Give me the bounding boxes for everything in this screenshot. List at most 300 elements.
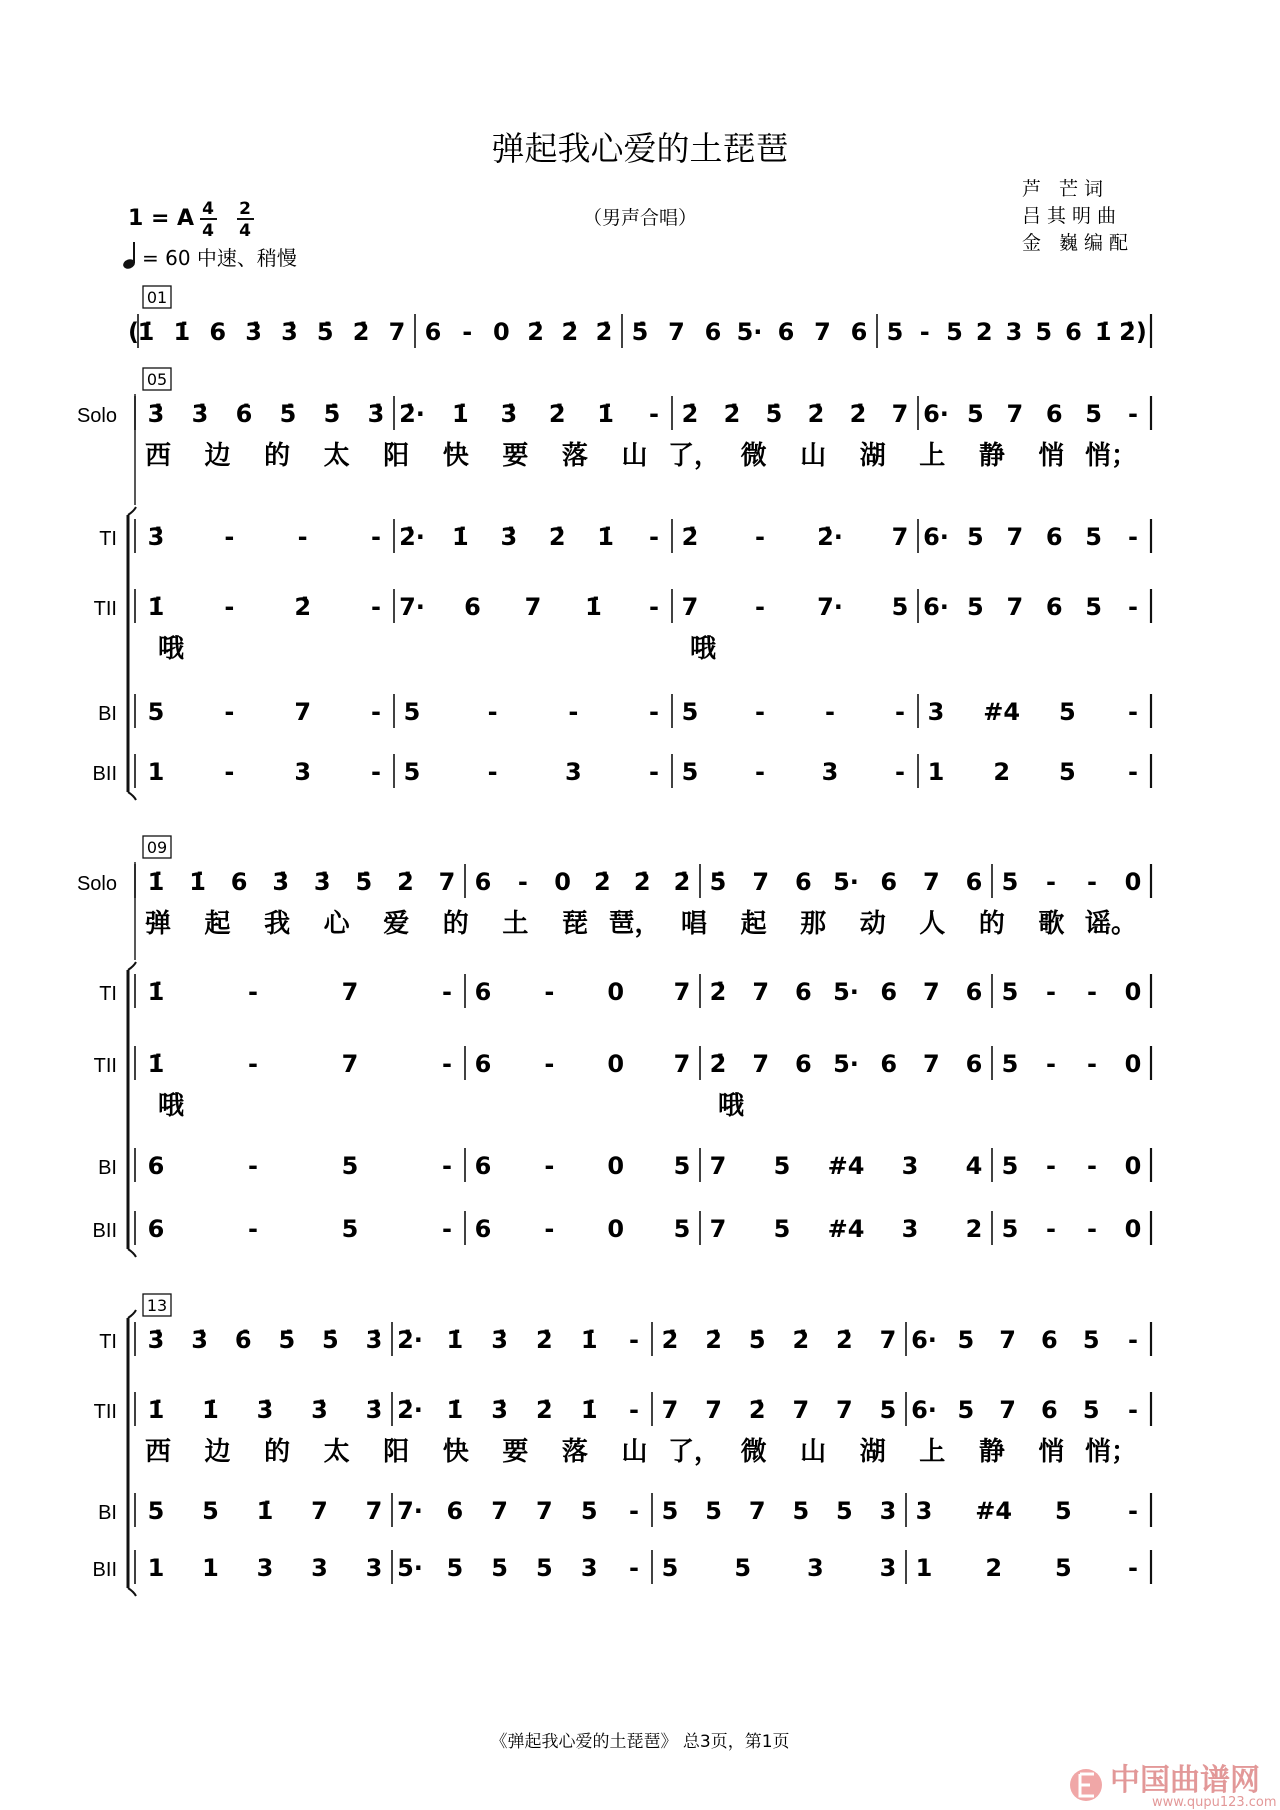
- note: 6: [704, 318, 722, 346]
- hold-dash: -: [248, 1050, 258, 1078]
- hold-dash: -: [442, 978, 452, 1006]
- hold-dash: -: [462, 318, 473, 346]
- rehearsal-number: 05: [146, 370, 168, 389]
- note: 0: [1124, 1215, 1142, 1243]
- lyric-syllable: 阳: [383, 1437, 410, 1467]
- hold-dash: -: [371, 698, 381, 726]
- note: 6: [474, 978, 492, 1006]
- note: 3̇: [491, 1396, 508, 1424]
- part-label: TI: [99, 983, 117, 1005]
- part-label: TII: [93, 1055, 117, 1077]
- note: 5: [705, 1497, 722, 1525]
- note: 1̇: [597, 400, 614, 428]
- note: 6·: [911, 1326, 937, 1354]
- rehearsal-mark: [143, 1294, 171, 1316]
- note: 5·: [397, 1554, 423, 1582]
- note: 2̇: [723, 400, 741, 428]
- note: 3: [256, 1554, 274, 1582]
- hold-dash: -: [1087, 978, 1097, 1006]
- note: 5: [1058, 758, 1076, 786]
- lyric-syllable: 边: [204, 1437, 231, 1467]
- note: 7: [705, 1396, 722, 1424]
- note: 6·: [923, 593, 949, 621]
- rehearsal-mark: [143, 368, 171, 390]
- note: 3: [806, 1554, 824, 1582]
- watermark-url: www.qupu123.com: [1152, 1795, 1277, 1810]
- note: 0: [1124, 1050, 1142, 1078]
- note: 7: [752, 978, 770, 1006]
- note: 3̇: [191, 400, 209, 428]
- notation-area: [77, 286, 1151, 1596]
- note: 2̇: [661, 1326, 679, 1354]
- staff-solo: [77, 864, 1151, 939]
- part-label: BI: [98, 1157, 117, 1179]
- note: 1̇: [256, 1497, 274, 1525]
- note: 5: [580, 1497, 598, 1525]
- note: 1̇: [147, 868, 165, 896]
- note: 6: [147, 1152, 165, 1180]
- lyric-syllable: 落: [561, 1437, 588, 1467]
- note: 5: [946, 318, 963, 346]
- hold-dash: -: [1087, 1152, 1097, 1180]
- note: 7: [536, 1497, 553, 1525]
- note: 5: [957, 1396, 975, 1424]
- note: 1: [147, 758, 165, 786]
- note: 0: [554, 868, 571, 896]
- note: 2: [965, 1215, 983, 1243]
- note: 6: [474, 1215, 492, 1243]
- note: 7: [814, 318, 831, 346]
- note: 5̇: [323, 400, 341, 428]
- note: 0: [607, 1050, 625, 1078]
- part-label: Solo: [76, 873, 117, 895]
- part-label: BII: [92, 1559, 117, 1581]
- lyric-syllable: 上: [919, 1437, 946, 1467]
- lyric-syllable: 悄: [1038, 441, 1065, 471]
- lyric-syllable: 落: [561, 441, 588, 471]
- hold-dash: -: [1046, 1152, 1056, 1180]
- note: 5: [957, 1326, 975, 1354]
- note: 5: [879, 1396, 897, 1424]
- note: 5̇: [748, 1326, 766, 1354]
- credit-composer: 吕其明曲: [1022, 205, 1123, 227]
- staff-bi: [98, 694, 1151, 728]
- hold-dash: -: [649, 593, 659, 621]
- note: 2̇: [527, 318, 544, 346]
- note: 1̇: [147, 1050, 165, 1078]
- note: 1̇: [580, 1396, 598, 1424]
- note: 3̇: [313, 868, 331, 896]
- hold-dash: -: [755, 593, 765, 621]
- note: 5: [792, 1497, 810, 1525]
- note: 7: [922, 978, 940, 1006]
- staff-bi: [98, 1148, 1151, 1182]
- note: 6̇: [235, 400, 253, 428]
- hold-dash: -: [1046, 978, 1056, 1006]
- note: 5: [773, 1152, 791, 1180]
- note: 3̇: [311, 1396, 328, 1424]
- note: #4: [975, 1497, 1013, 1525]
- lyric-syllable: 动: [859, 909, 886, 939]
- part-label: Solo: [76, 405, 117, 427]
- note: 6: [464, 593, 481, 621]
- page-footer: 《弹起我心爱的土琵琶》 总3页，第1页: [490, 1732, 790, 1752]
- watermark-logo-icon: [1070, 1769, 1102, 1801]
- note: 5: [734, 1554, 752, 1582]
- note: 2̇: [681, 400, 699, 428]
- hold-dash: -: [1046, 868, 1056, 896]
- hold-dash: -: [487, 758, 498, 786]
- note: 1̇: [189, 868, 206, 896]
- note: 5: [673, 1152, 691, 1180]
- note: 3: [1005, 318, 1023, 346]
- staff-bi: [98, 1493, 1151, 1527]
- note: 5: [1085, 523, 1102, 551]
- hold-dash: -: [649, 400, 659, 428]
- rehearsal-mark: [143, 836, 171, 858]
- hold-dash: -: [371, 593, 381, 621]
- note: 3̇: [500, 400, 518, 428]
- lyric-syllable: 的: [264, 441, 291, 471]
- note: 1̇: [173, 318, 191, 346]
- note: 0: [1124, 868, 1142, 896]
- lyric-syllable: 哦: [158, 634, 185, 664]
- note: 6: [1045, 523, 1063, 551]
- hold-dash: -: [442, 1152, 452, 1180]
- note: 5: [1035, 318, 1053, 346]
- note: 1̇: [147, 593, 165, 621]
- note: 1: [147, 1554, 165, 1582]
- note: 2̇: [709, 1050, 727, 1078]
- note: 7: [709, 1152, 727, 1180]
- staff-bii: [93, 1211, 1151, 1245]
- note: 5: [1001, 868, 1019, 896]
- hold-dash: -: [1046, 1215, 1056, 1243]
- lyric-syllable: 太: [323, 1437, 350, 1467]
- note: 7: [438, 868, 456, 896]
- note: 1̇: [452, 400, 469, 428]
- lyric-syllable: 谣。: [1084, 909, 1138, 939]
- hold-dash: -: [1128, 1396, 1138, 1424]
- staff-ti: [99, 1322, 1151, 1356]
- lyric-syllable: 哦: [690, 634, 717, 664]
- hold-dash: -: [825, 698, 835, 726]
- note: 6: [965, 1050, 983, 1078]
- note: 3̇: [367, 400, 385, 428]
- note: 6: [230, 868, 248, 896]
- lyric-syllable: 悄: [1038, 1437, 1065, 1467]
- note: 1̇: [147, 978, 165, 1006]
- hold-dash: -: [224, 593, 235, 621]
- lyric-syllable: 湖: [859, 1437, 886, 1467]
- note: 2̇·: [399, 400, 425, 428]
- staff-tii: [94, 589, 1151, 664]
- note: 3̇: [147, 1326, 165, 1354]
- hold-dash: -: [649, 523, 659, 551]
- hold-dash: -: [568, 698, 579, 726]
- note: 6·: [911, 1396, 937, 1424]
- time-sig-2-top: 2: [239, 199, 251, 219]
- lyric-syllable: 微: [740, 441, 767, 471]
- hold-dash: -: [442, 1215, 452, 1243]
- staff-ti: [99, 974, 1151, 1008]
- lyric-syllable: 山: [800, 1437, 827, 1467]
- lyric-syllable: 边: [204, 441, 231, 471]
- lyric-syllable: 唱: [681, 909, 708, 939]
- note: 3̇: [272, 868, 290, 896]
- lyric-syllable: 山: [800, 441, 827, 471]
- note: 7·: [397, 1497, 423, 1525]
- staff-tii: [94, 1046, 1151, 1121]
- note: 2̇: [705, 1326, 722, 1354]
- tempo-marking: = 60 中速、稍慢: [142, 246, 297, 270]
- hold-dash: -: [544, 1215, 555, 1243]
- hold-dash: -: [297, 523, 308, 551]
- hold-dash: -: [224, 523, 235, 551]
- note: 6: [424, 318, 442, 346]
- note: 1̇: [202, 1396, 219, 1424]
- time-sig-1-top: 4: [202, 199, 214, 219]
- credit-lyricist: 芦 芒词: [1022, 178, 1110, 200]
- note: 7: [999, 1396, 1016, 1424]
- hold-dash: -: [895, 698, 905, 726]
- note: 2̇·: [399, 523, 425, 551]
- hold-dash: -: [629, 1396, 639, 1424]
- lyric-syllable: 静: [978, 441, 1005, 471]
- note: 1̇: [580, 1326, 598, 1354]
- note: 2̇·: [397, 1396, 423, 1424]
- lyric-syllable: 太: [323, 441, 350, 471]
- note: 7: [836, 1396, 853, 1424]
- note: 2̇: [748, 1396, 766, 1424]
- note: 5: [1085, 593, 1102, 621]
- note: 5: [147, 698, 165, 726]
- part-label: BI: [98, 1502, 117, 1524]
- note: 3̇: [491, 1326, 508, 1354]
- note: 2: [985, 1554, 1003, 1582]
- note: 5: [673, 1215, 691, 1243]
- hold-dash: -: [895, 758, 905, 786]
- quarter-note-icon: [122, 242, 136, 270]
- note: 0: [1124, 978, 1142, 1006]
- hold-dash: -: [1046, 1050, 1056, 1078]
- note: 1: [927, 758, 945, 786]
- hold-dash: -: [649, 698, 659, 726]
- hold-dash: -: [1128, 400, 1138, 428]
- note: 5̇: [765, 400, 783, 428]
- note: 3: [901, 1215, 919, 1243]
- note: 5: [1001, 1215, 1019, 1243]
- note: 5: [967, 523, 984, 551]
- note: 1̇: [1094, 318, 1112, 346]
- note: 7: [681, 593, 699, 621]
- note: 3: [294, 758, 312, 786]
- note: 7: [879, 1326, 897, 1354]
- note: 7: [709, 1215, 727, 1243]
- lyric-syllable: 要: [502, 441, 529, 471]
- note: 5: [446, 1554, 464, 1582]
- note: 7: [341, 978, 359, 1006]
- note: 5̇: [316, 318, 334, 346]
- part-label: TII: [93, 598, 117, 620]
- note: 4: [965, 1152, 983, 1180]
- note: 5: [147, 1497, 165, 1525]
- note: 7: [311, 1497, 328, 1525]
- note: 6: [880, 1050, 898, 1078]
- time-sig-2-bottom: 4: [239, 221, 251, 241]
- part-label: TI: [99, 528, 117, 550]
- note: 3̇: [147, 400, 165, 428]
- note: 5: [403, 758, 421, 786]
- lyric-syllable: 起: [740, 909, 767, 939]
- note: 5: [1001, 1050, 1019, 1078]
- hold-dash: -: [544, 1050, 555, 1078]
- lyric-syllable: 了，: [668, 1437, 721, 1467]
- note: 5·: [833, 978, 859, 1006]
- note: 3: [915, 1497, 933, 1525]
- note: 6·: [923, 400, 949, 428]
- note: 5: [202, 1497, 219, 1525]
- note: 1̇: [137, 318, 155, 346]
- note: 1̇: [585, 593, 602, 621]
- note: 5̇: [631, 318, 649, 346]
- hold-dash: -: [224, 698, 235, 726]
- lyric-syllable: 的: [442, 909, 469, 939]
- note: 7: [673, 978, 691, 1006]
- note: 3: [580, 1554, 598, 1582]
- note: 2̇: [849, 400, 867, 428]
- note: 3̇: [365, 1396, 383, 1424]
- hold-dash: -: [442, 1050, 452, 1078]
- note: 5: [967, 400, 984, 428]
- note: 5: [1001, 978, 1019, 1006]
- site-watermark: [1070, 1763, 1277, 1810]
- note: 2̇: [294, 593, 312, 621]
- note: 5: [1054, 1497, 1072, 1525]
- part-label: BII: [92, 1220, 117, 1242]
- hold-dash: -: [1087, 868, 1097, 896]
- note: 2̇: [709, 978, 727, 1006]
- hold-dash: -: [755, 523, 765, 551]
- hold-dash: -: [629, 1554, 639, 1582]
- note: 5: [341, 1152, 359, 1180]
- note: 2̇: [673, 868, 691, 896]
- note: 7·: [817, 593, 843, 621]
- note: 2̇: [633, 868, 651, 896]
- lyric-syllable: 西: [144, 441, 172, 471]
- lyric-syllable: 快: [442, 1437, 469, 1467]
- part-label: BII: [92, 763, 117, 785]
- note: 6: [147, 1215, 165, 1243]
- hold-dash: -: [544, 978, 555, 1006]
- hold-dash: -: [371, 523, 381, 551]
- lyric-syllable: 歌: [1038, 909, 1065, 939]
- note: 6·: [923, 523, 949, 551]
- note: 7: [661, 1396, 679, 1424]
- note: 3̇: [191, 1326, 208, 1354]
- note: 5: [1058, 698, 1076, 726]
- lyric-syllable: 爱: [383, 909, 410, 939]
- note: 0: [1124, 1152, 1142, 1180]
- note: 6: [880, 868, 898, 896]
- note: 7: [1006, 400, 1024, 428]
- hold-dash: -: [248, 1152, 258, 1180]
- note: 7: [341, 1050, 359, 1078]
- note: 3: [365, 1554, 383, 1582]
- note: 1̇: [147, 1396, 165, 1424]
- lyric-syllable: 哦: [718, 1091, 745, 1121]
- rehearsal-mark: [143, 286, 171, 308]
- note: #4: [827, 1215, 865, 1243]
- hold-dash: -: [1128, 758, 1138, 786]
- note: 7: [491, 1497, 508, 1525]
- note: 5: [536, 1554, 553, 1582]
- note: 6: [1041, 1326, 1058, 1354]
- hold-dash: -: [919, 318, 930, 346]
- lyric-syllable: 山: [621, 441, 648, 471]
- note: 5: [661, 1497, 679, 1525]
- lyric-syllable: 微: [740, 1437, 767, 1467]
- lyric-syllable: 上: [919, 441, 946, 471]
- note: 5: [1082, 1396, 1100, 1424]
- note: 7: [294, 698, 312, 726]
- lyric-syllable: 琵: [561, 909, 588, 939]
- note: 3̇: [147, 523, 165, 551]
- note: 5̇: [279, 400, 297, 428]
- note: 2̇: [681, 523, 699, 551]
- note: 2̇: [352, 318, 370, 346]
- lyric-syllable: 山: [621, 1437, 648, 1467]
- part-label: TI: [99, 1331, 117, 1353]
- hold-dash: -: [224, 758, 235, 786]
- note: 2: [975, 318, 993, 346]
- note: 3̇: [365, 1326, 383, 1354]
- note: 2̇: [595, 318, 613, 346]
- note: 6: [1065, 318, 1082, 346]
- note: #4: [983, 698, 1021, 726]
- note: 0: [607, 1215, 625, 1243]
- note: 2̇: [548, 523, 566, 551]
- note: 5: [681, 698, 699, 726]
- rehearsal-number: 13: [146, 1296, 168, 1315]
- hold-dash: -: [1128, 1497, 1138, 1525]
- note: 3: [879, 1497, 897, 1525]
- lyric-syllable: 的: [264, 1437, 291, 1467]
- hold-dash: -: [517, 868, 528, 896]
- note: 5·: [833, 1050, 859, 1078]
- note: 6: [474, 1152, 492, 1180]
- staff-solo: [77, 396, 1151, 471]
- note: 7: [748, 1497, 766, 1525]
- note: 5̇: [278, 1326, 296, 1354]
- note: 0: [493, 318, 510, 346]
- lyric-syllable: 湖: [859, 441, 886, 471]
- note: 6: [850, 318, 868, 346]
- rehearsal-number: 01: [146, 288, 168, 307]
- staff-bii: [93, 754, 1151, 788]
- note: 2̇: [561, 318, 579, 346]
- note: 7: [752, 1050, 770, 1078]
- hold-dash: -: [755, 758, 765, 786]
- note: 2̇: [548, 400, 566, 428]
- note: 6: [880, 978, 898, 1006]
- note: 3: [927, 698, 945, 726]
- note: 5̇: [322, 1326, 339, 1354]
- note: 5: [1054, 1554, 1072, 1582]
- staff-intro: [128, 314, 1151, 348]
- note: 6: [794, 1050, 812, 1078]
- note: 2̇: [792, 1326, 810, 1354]
